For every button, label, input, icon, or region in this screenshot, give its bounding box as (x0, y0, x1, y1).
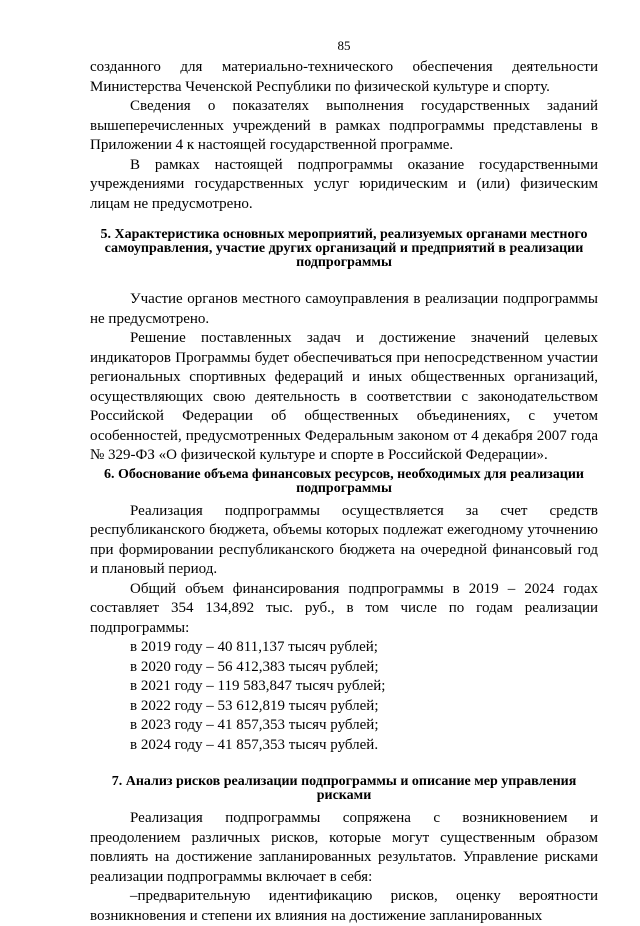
section-7-paragraph-2: –предварительную идентификацию рисков, оценку вероятности возникновения и степени их влияния на достижение запланированных (90, 888, 598, 924)
funding-year-2024: в 2024 году – 41 857,353 тысяч рублей. (130, 736, 379, 753)
section-6-paragraph-1: Реализация подпрограммы осуществляется за счет средств республиканского бюджета, объемы которых подлежат ежегодному уточнению при формировании республиканского бюджета на очередной финансовый год и плановый период. (90, 502, 598, 577)
section-7-paragraph-1: Реализация подпрограммы сопряжена с возникновением и преодолением различных рисков, которые могут существенным образом повлиять на достижение запланированных результатов. Управление рисками реализации подпрограммы включает в себя: (90, 810, 598, 885)
section-6-heading: 6. Обоснование объема финансовых ресурсов, необходимых для реализации подпрограммы (104, 466, 584, 496)
funding-year-2019: в 2019 году – 40 811,137 тысяч рублей; (130, 639, 378, 655)
funding-year-2023: в 2023 году – 41 857,353 тысяч рублей; (130, 717, 379, 733)
section-6-paragraph-2: Общий объем финансирования подпрограммы в 2019 – 2024 годах составляет 354 134,892 тыс. руб., в том числе по годам реализации подпрограммы: (90, 580, 598, 636)
section-5-paragraph-1: Участие органов местного самоуправления в реализации подпрограммы не предусмотрено. (90, 291, 598, 327)
document-page (90, 38, 598, 926)
funding-year-2021: в 2021 году – 119 583,847 тысяч рублей; (130, 678, 386, 694)
section-5-heading: 5. Характеристика основных мероприятий, реализуемых органами местного самоуправления, участие других организаций и предприятий в реализации подпрограммы (100, 227, 588, 270)
funding-year-2020: в 2020 году – 56 412,383 тысяч рублей; (130, 658, 379, 675)
section-5-paragraph-2: Решение поставленных задач и достижение значений целевых индикаторов Программы будет обеспечиваться при непосредственном участии региональных спортивных федераций и иных общественных организаций, осуществляющих свою деятельность в соответствии с законодательством Российской Федерации об общественных объединениях, с учетом особенностей, предусмотренных Федеральным законом от 4 декабря 2007 года № 329-ФЗ «О физической культуре и спорте в Российской Федерации». (90, 330, 598, 463)
section-7-heading: 7. Анализ рисков реализации подпрограммы и описание мер управления рисками (111, 774, 577, 803)
intro-paragraph-2: Сведения о показателях выполнения государственных заданий вышеперечисленных учреждений в рамках подпрограммы представлены в Приложении 4 к настоящей государственной программе. (90, 98, 598, 153)
funding-year-2022: в 2022 году – 53 612,819 тысяч рублей; (130, 697, 379, 714)
intro-paragraph-3: В рамках настоящей подпрограммы оказание государственными учреждениями государственных услуг юридическим и (или) физическим лицам не предусмотрено. (90, 156, 598, 212)
funding-by-year-list (90, 638, 598, 755)
intro-paragraph-1: созданного для материально-технического обеспечения деятельности Министерства Чеченской Республики по физической культуре и спорту. (90, 59, 598, 95)
page-number: 85 (337, 38, 351, 53)
